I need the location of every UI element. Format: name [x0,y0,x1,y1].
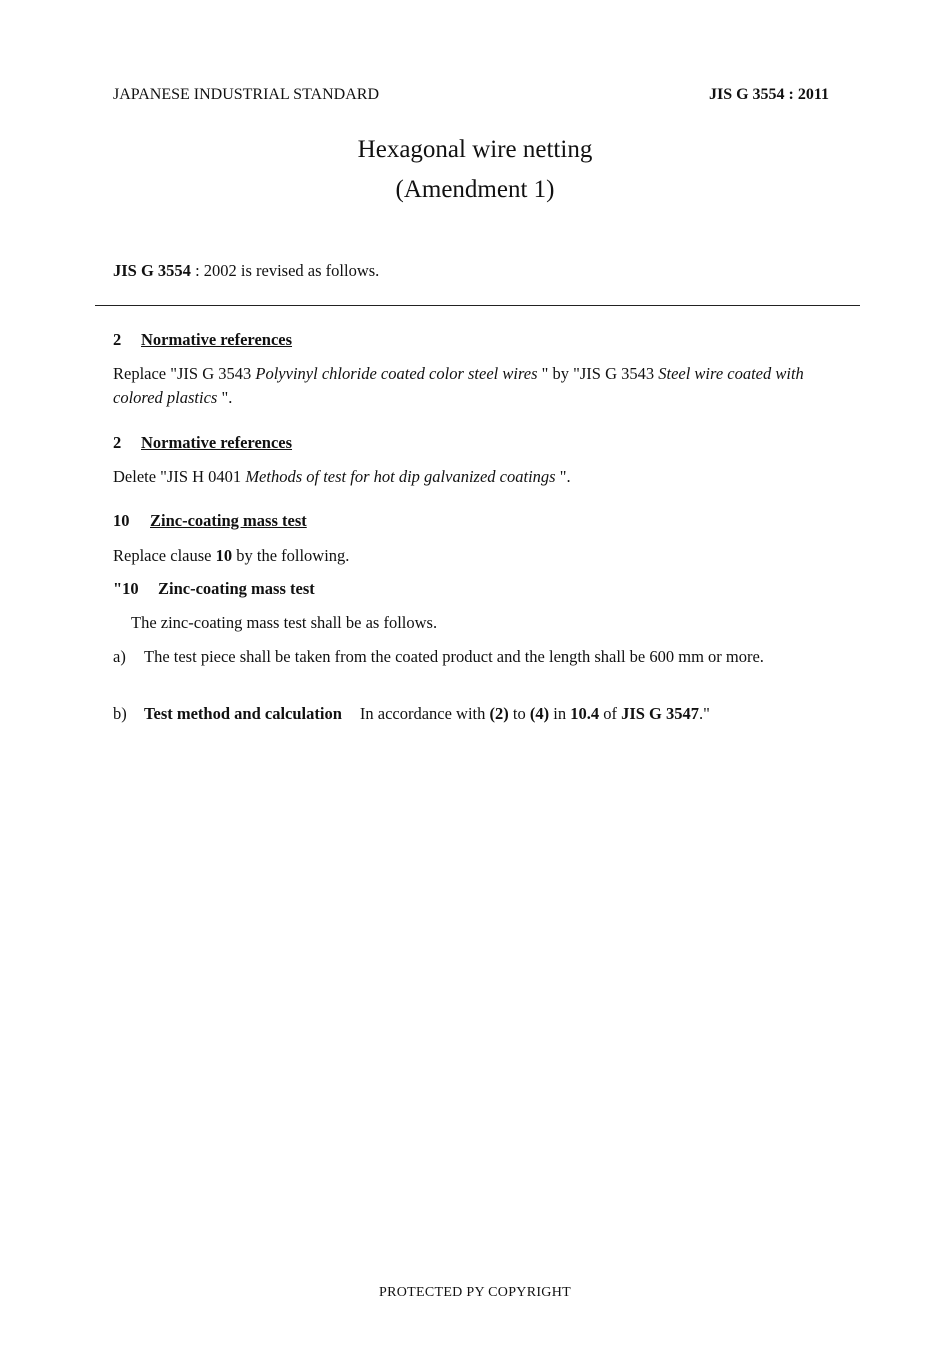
section-title: Zinc-coating mass test [150,511,307,530]
amendment-text: Replace clause [113,546,216,565]
section-title: Normative references [141,433,293,452]
list-item [113,645,841,669]
referenced-title: Methods of test for hot dip galvanized coatings [245,467,556,486]
header-standard-label: JAPANESE INDUSTRIAL STANDARD [113,86,379,103]
document-subtitle: (Amendment 1) [395,176,555,203]
item-text: of [599,704,622,723]
clause-intro-text: The zinc-coating mass test shall be as follows. [131,613,438,632]
quoted-clause-heading [113,577,841,601]
section-number: 2 [113,330,122,349]
amendment-text: by the following. [232,546,350,565]
amendment-text: ". [555,467,571,486]
amendment-text: ". [217,388,233,407]
quoted-clause-number: "10 [113,579,139,598]
item-text: In accordance with [359,704,490,723]
list-item [113,702,841,726]
replace-instruction [113,544,841,568]
divider [95,305,860,306]
amendment-text: " by "JIS G 3543 [537,364,659,383]
list-item-label: a) [113,647,126,666]
intro-paragraph [113,259,841,283]
clause-number: 10 [215,546,233,565]
item-ref: 10.4 [570,704,600,723]
referenced-title: Polyvinyl chloride coated color steel wires [255,364,538,383]
item-text: in [549,704,571,723]
section-number: 10 [113,511,130,530]
item-lead-heading: Test method and calculation [144,704,342,723]
list-item-label: b) [113,704,127,723]
section-heading [113,433,841,453]
footer-copyright: PROTECTED PY COPYRIGHT [379,1285,571,1300]
header-standard-number: JIS G 3554 : 2011 [708,86,829,103]
item-ref: JIS G 3547 [621,704,700,723]
item-ref: (4) [529,704,550,723]
quoted-clause-title: Zinc-coating mass test [158,579,315,598]
amendment-paragraph [113,465,841,489]
item-text: to [508,704,530,723]
list-item-text [144,702,841,726]
amendment-text: Replace "JIS G 3543 [113,364,256,383]
referenced-title: Steel wire coated with colored plastics [113,364,804,407]
section-number: 2 [113,433,122,452]
amendment-text: Delete "JIS H 0401 [113,467,246,486]
item-ref: (2) [489,704,509,723]
list-item-text: The test piece shall be taken from the coated product and the length shall be 600 mm or more. [144,647,764,666]
amendment-paragraph [113,362,841,410]
intro-text: : 2002 is revised as follows. [190,261,380,280]
section-title: Normative references [141,330,293,349]
intro-standard: JIS G 3554 [113,261,191,280]
document-title: Hexagonal wire netting [357,136,593,163]
section-heading [113,511,841,531]
section-heading [113,330,841,350]
item-text: ." [699,704,710,723]
